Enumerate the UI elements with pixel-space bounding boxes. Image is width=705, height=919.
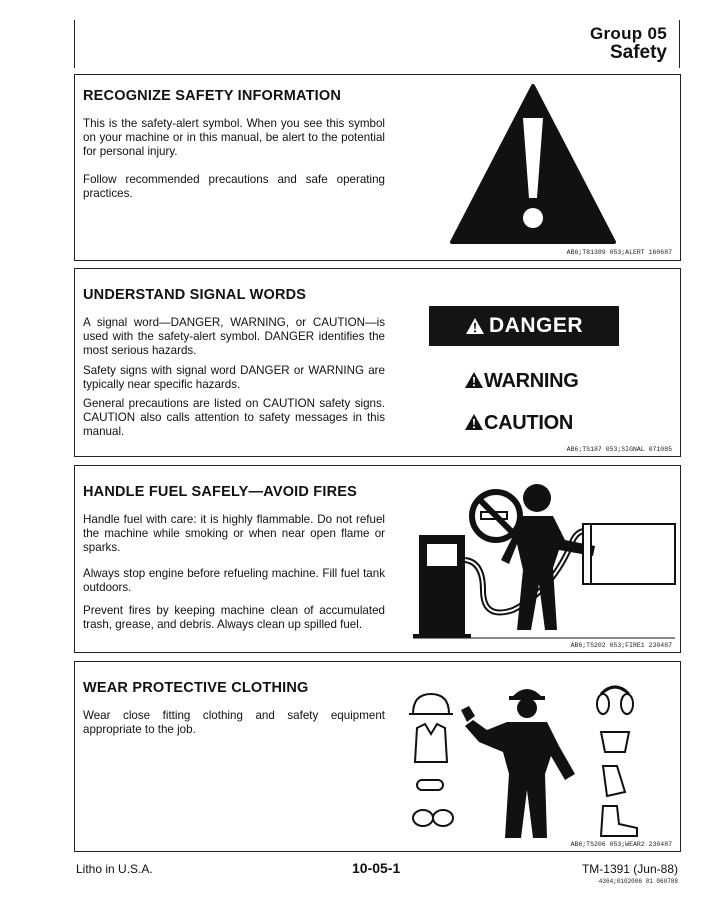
section-title: WEAR PROTECTIVE CLOTHING [83, 680, 309, 696]
footer-litho: Litho in U.S.A. [76, 862, 153, 876]
margin-line [74, 20, 75, 68]
figure-reference: AB6;TS187 053;SIGNAL 071085 [566, 446, 672, 453]
paragraph: Prevent fires by keeping machine clean of accumulated trash, grease, and debris. Always clean up spilled fuel. [83, 604, 385, 631]
paragraph: Follow recommended precautions and safe operating practices. [83, 173, 385, 200]
warning-sign [464, 370, 579, 393]
section-title: RECOGNIZE SAFETY INFORMATION [83, 88, 342, 104]
section-title: UNDERSTAND SIGNAL WORDS [83, 287, 307, 303]
safety-alert-triangle-icon [448, 82, 618, 250]
safety-vest-icon [415, 724, 447, 762]
group-label: Group 05 [589, 24, 667, 43]
section-protective-clothing [74, 661, 681, 852]
footer-page-number: 10-05-1 [352, 860, 401, 876]
figure-reference: AB6;TS202 053;FIRE1 230487 [570, 642, 672, 649]
section-signal-words [74, 268, 681, 457]
safety-boots-icon [601, 806, 637, 836]
refueling-no-smoking-illustration [413, 480, 675, 642]
gloves-icon [603, 766, 625, 796]
caution-sign [464, 412, 573, 435]
section-title: HANDLE FUEL SAFELY—AVOID FIRES [83, 484, 358, 500]
footer-tm-number: TM-1391 (Jun-88) [581, 862, 678, 876]
goggles-icon [413, 810, 453, 826]
paragraph: General precautions are listed on CAUTION safety signs. CAUTION also calls attention to safety messages in this manual. [83, 397, 385, 438]
section-handle-fuel [74, 465, 681, 653]
figure-reference: AB6;TS206 053;WEAR2 230487 [570, 841, 672, 848]
paragraph: This is the safety-alert symbol. When you see this symbol on your machine or in this manual, be alert to the potential for personal injury. [83, 117, 385, 158]
warning-label: WARNING [484, 370, 579, 392]
earplugs-icon [417, 780, 443, 790]
safety-alert-icon [464, 413, 484, 431]
protective-equipment-illustration [405, 682, 645, 842]
figure-reference: AB6;T81389 053;ALERT 160687 [566, 249, 672, 256]
section-recognize-safety [74, 74, 681, 261]
hard-hat-icon [413, 694, 449, 714]
page-title: Safety [609, 42, 667, 63]
ear-muffs-icon [597, 687, 633, 714]
caution-label: CAUTION [484, 412, 574, 434]
paragraph: Handle fuel with care: it is highly flammable. Do not refuel the machine while smoking or when near open flame or sparks. [83, 513, 385, 554]
header-rule [679, 20, 680, 68]
safety-alert-icon [465, 317, 485, 335]
paragraph: Safety signs with signal word DANGER or WARNING are typically near specific hazards. [83, 364, 385, 391]
paragraph: Wear close fitting clothing and safety equipment appropriate to the job. [83, 709, 385, 736]
danger-label: DANGER [488, 314, 583, 337]
danger-sign [429, 306, 619, 346]
paragraph: Always stop engine before refueling machine. Fill fuel tank outdoors. [83, 567, 385, 594]
safety-alert-icon [464, 371, 484, 389]
footer-small-code: 4364;0102006 01 060788 [598, 878, 678, 885]
paragraph: A signal word—DANGER, WARNING, or CAUTION—is used with the safety-alert symbol. DANGER identifies the most serious hazards. [83, 316, 385, 357]
respirator-icon [601, 732, 629, 752]
